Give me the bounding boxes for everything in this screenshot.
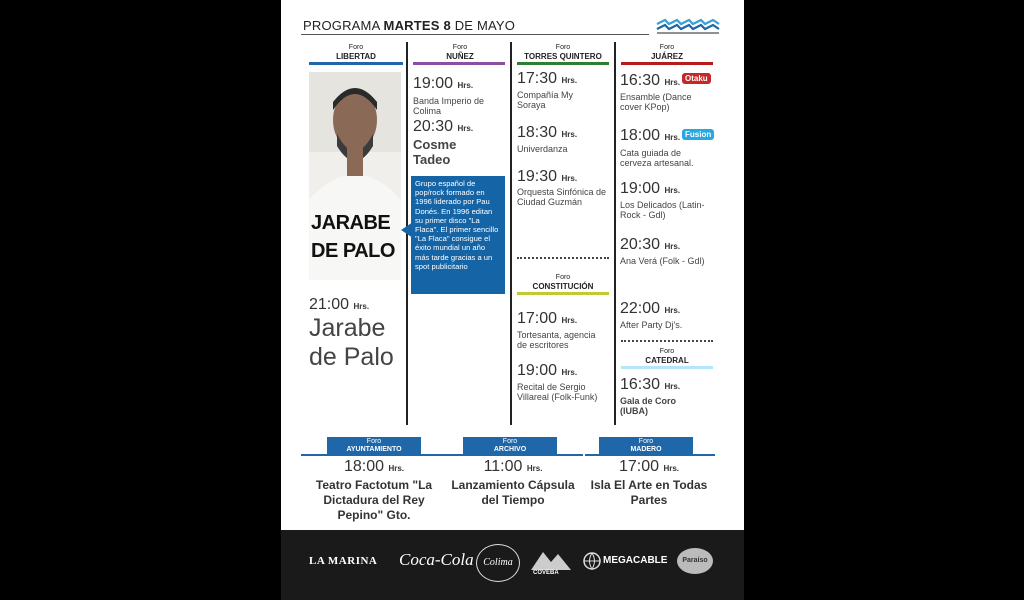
nunez-event2-time: 20:30 Hrs. bbox=[413, 118, 474, 135]
nunez-event1-name: Banda Imperio de Colima bbox=[413, 96, 485, 116]
sponsor-la-marina: LA MARINA bbox=[309, 555, 378, 567]
juarez-event1-time: 16:30 Hrs. bbox=[620, 72, 681, 89]
juarez-event4-time: 20:30 Hrs. bbox=[620, 236, 681, 253]
column-divider bbox=[614, 42, 616, 425]
archivo-event: Lanzamiento Cápsula del Tiempo bbox=[451, 478, 575, 507]
nunez-event1-time: 19:00 Hrs. bbox=[413, 75, 474, 92]
torres-event3-name: Orquesta Sinfónica de Ciudad Guzmán bbox=[517, 187, 607, 207]
ayuntamiento-time: 18:00 Hrs. bbox=[343, 458, 405, 475]
torres-event2-name: Univerdanza bbox=[517, 144, 568, 154]
sponsors-footer bbox=[281, 530, 744, 600]
foro-archivo-label: Foro ARCHIVO bbox=[463, 437, 557, 454]
photo-shirt-text-1: JARABE bbox=[311, 212, 391, 234]
section-separator bbox=[517, 257, 609, 259]
catedral-event1-name: Gala de Coro (IUBA) bbox=[620, 396, 677, 416]
foro-libertad-label: Foro LIBERTAD bbox=[336, 44, 376, 61]
madero-event: Isla El Arte en Todas Partes bbox=[590, 478, 708, 507]
juarez-event5-name: After Party Dj's. bbox=[620, 320, 683, 330]
juarez-event2-time: 18:00 Hrs. bbox=[620, 127, 681, 144]
torres-event2-time: 18:30 Hrs. bbox=[517, 124, 578, 141]
coveba-mountain-icon bbox=[531, 548, 571, 570]
info-pointer-icon bbox=[401, 222, 413, 238]
foro-ayuntamiento-label: Foro AYUNTAMIENTO bbox=[327, 437, 421, 454]
artist-photo bbox=[309, 72, 401, 280]
constitucion-event2-time: 19:00 Hrs. bbox=[517, 362, 578, 379]
constitucion-event1-time: 17:00 Hrs. bbox=[517, 310, 578, 327]
sponsor-megacable: MEGACABLE bbox=[603, 555, 668, 566]
libertad-headliner: Jarabe de Palo bbox=[309, 314, 394, 371]
sponsor-coveba: COVEBA bbox=[533, 570, 559, 576]
nunez-event2-name: Cosme Tadeo bbox=[413, 137, 457, 167]
archivo-color-bar bbox=[443, 454, 583, 456]
section-separator bbox=[621, 340, 713, 342]
header-divider bbox=[301, 34, 649, 35]
juarez-event3-time: 19:00 Hrs. bbox=[620, 180, 681, 197]
page-title: PROGRAMA MARTES 8 DE MAYO bbox=[303, 18, 516, 33]
juarez-event2-name: Cata guiada de cerveza artesanal. bbox=[620, 148, 694, 168]
fusion-tag: Fusion bbox=[682, 129, 714, 140]
artist-info-box: Grupo español de pop/rock formado en 1996 liderado por Pau Donés. En 1996 editan su primer disco "La Flaca". El primer sencillo "La Flaca" consigue el éxito mundial un año más tarde gracias a un spot publicitario bbox=[411, 176, 505, 294]
ayuntamiento-event: Teatro Factotum "La Dictadura del Rey Pepino" Gto. bbox=[315, 478, 433, 522]
madero-time: 17:00 Hrs. bbox=[618, 458, 680, 475]
wave-logo-icon bbox=[655, 18, 721, 34]
column-divider bbox=[510, 42, 512, 425]
nunez-color-bar bbox=[413, 62, 505, 65]
juarez-event3-name: Los Delicados (Latin-Rock - Gdl) bbox=[620, 200, 705, 220]
sponsor-coca-cola: Coca-Cola bbox=[399, 550, 474, 569]
sponsor-paraiso: Paraíso bbox=[677, 548, 713, 574]
archivo-time: 11:00 Hrs. bbox=[483, 458, 543, 475]
foro-constitucion-label: Foro CONSTITUCIÓN bbox=[532, 274, 594, 291]
foro-catedral-label: Foro CATEDRAL bbox=[645, 348, 689, 365]
juarez-event5-time: 22:00 Hrs. bbox=[620, 300, 681, 317]
torres-event3-time: 19:30 Hrs. bbox=[517, 168, 578, 185]
juarez-event4-name: Ana Verá (Folk - Gdl) bbox=[620, 256, 705, 266]
foro-madero-label: Foro MADERO bbox=[599, 437, 693, 454]
foro-torres-label: Foro TORRES QUINTERO bbox=[524, 44, 602, 61]
photo-shirt-text-2: DE PALO bbox=[311, 240, 395, 262]
libertad-color-bar bbox=[309, 62, 403, 65]
program-page bbox=[281, 0, 744, 600]
foro-juarez-label: Foro JUÁREZ bbox=[650, 44, 683, 61]
otaku-tag: Otaku bbox=[682, 73, 711, 84]
catedral-event1-time: 16:30 Hrs. bbox=[620, 376, 681, 393]
constitucion-color-bar bbox=[517, 292, 609, 295]
megacable-globe-icon bbox=[583, 552, 601, 570]
torres-event1-name: Compañía My Soraya bbox=[517, 90, 574, 110]
juarez-event1-name: Ensamble (Dance cover KPop) bbox=[620, 92, 692, 112]
madero-color-bar bbox=[585, 454, 715, 456]
foro-nunez-label: Foro NUÑEZ bbox=[446, 44, 474, 61]
sponsor-colima: Colima bbox=[476, 544, 520, 582]
torres-event1-time: 17:30 Hrs. bbox=[517, 70, 578, 87]
libertad-time: 21:00 Hrs. bbox=[309, 296, 370, 313]
constitucion-event1-name: Tortesanta, agencia de escritores bbox=[517, 330, 596, 350]
torres-color-bar bbox=[517, 62, 609, 65]
juarez-color-bar bbox=[621, 62, 713, 65]
ayuntamiento-color-bar bbox=[301, 454, 447, 456]
catedral-color-bar bbox=[621, 366, 713, 369]
constitucion-event2-name: Recital de Sergio Villareal (Folk-Funk) bbox=[517, 382, 598, 402]
